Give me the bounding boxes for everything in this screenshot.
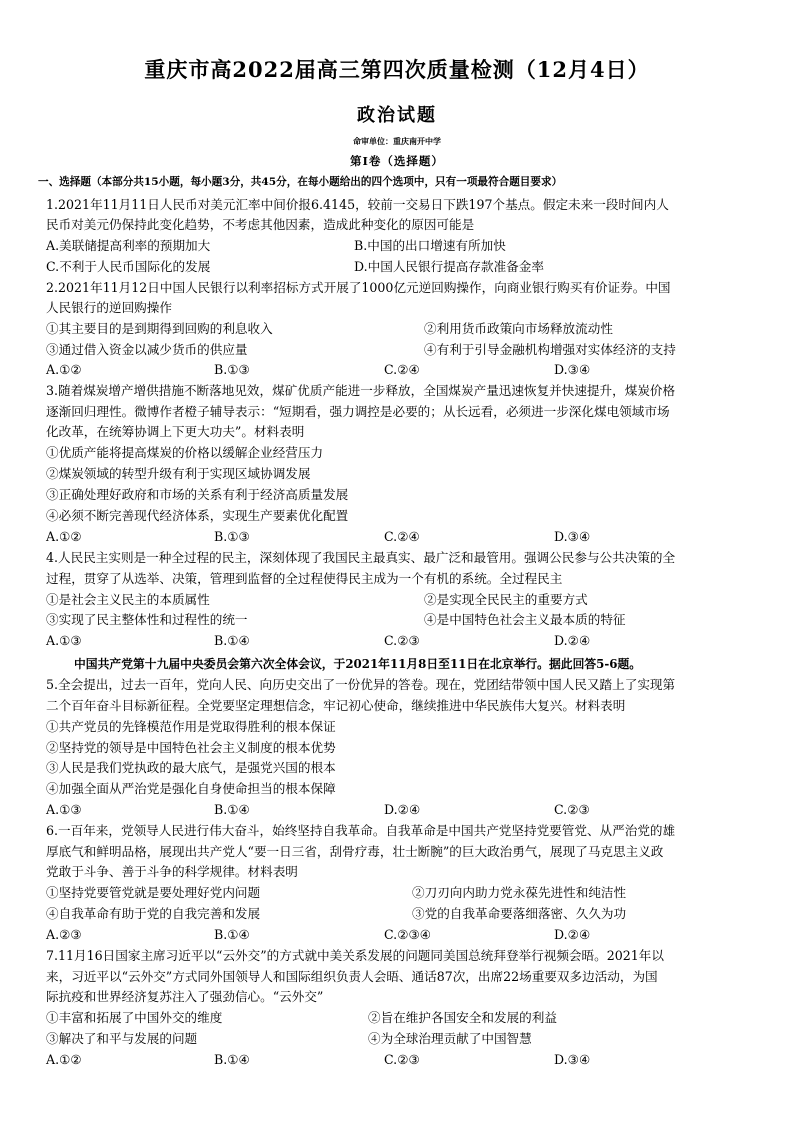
q6-option-d: D.②④ <box>554 927 591 942</box>
q6-option-b: B.①④ <box>214 927 250 942</box>
q5-option-d: C.②③ <box>554 802 590 817</box>
q4-stem-line2: 过程，贯穿了从选举、决策，管理到监督的全过程使得民主成为一个有机的系统。全过程民主 <box>46 571 563 586</box>
q6-item-3: ④自我革命有助于党的自我完善和发展 <box>46 906 261 921</box>
q3-stem-line1: 3.随着煤炭增产增供措施不断落地见效，煤矿优质产能进一步释放，全国煤炭产量迅速恢复并快速提升，煤炭价格 <box>46 383 676 398</box>
q7-option-b: B.①④ <box>214 1052 250 1067</box>
q5-item-2: ②坚持党的领导是中国特色社会主义制度的根本优势 <box>46 740 336 755</box>
q1-option-d: D.中国人民银行提高存款准备金率 <box>354 259 544 274</box>
q7-item-1: ①丰富和拓展了中国外交的维度 <box>46 1010 223 1025</box>
q2-option-c: C.②④ <box>384 362 420 377</box>
q6-item-4: ③党的自我革命要落细落密、久久为功 <box>412 906 627 921</box>
q4-item-4: ④是中国特色社会主义最本质的特征 <box>424 612 626 627</box>
q2-item-3: ③通过借入资金以减少货币的供应量 <box>46 342 248 357</box>
q1-option-b: B.中国的出口增速有所加快 <box>354 238 506 253</box>
author-unit: 命审单位：重庆南开中学 <box>353 136 441 146</box>
q6-item-1: ①坚持党要管党就是要处理好党内问题 <box>46 885 261 900</box>
q6-option-a: A.②③ <box>46 927 82 942</box>
q2-item-1: ①其主要目的是到期得到回购的利息收入 <box>46 321 273 336</box>
q7-stem-line2: 来，习近平以“云外交”方式同外国领导人和国际组织负责人会晤、通话87次，出席22场重要双多边活动，为国 <box>46 969 658 984</box>
q6-stem-line2: 厚底气和鲜明品格，展现出共产党人“要一日三省，刮骨疗毒，壮士断腕”的巨大政治勇气，展现了马克思主义政 <box>46 844 664 859</box>
exam-title: 重庆市高2022届高三第四次质量检测（12月4日） <box>144 57 650 82</box>
q3-stem-line2: 逐渐回归理性。微博作者橙子辅导表示：“短期看，强力调控是必要的；从长远看，必须进一步深化煤电领域市场 <box>46 404 670 419</box>
q6-item-2: ②刀刃向内助力党永葆先进性和纯洁性 <box>412 885 627 900</box>
q3-item-2: ②煤炭领域的转型升级有利于实现区域协调发展 <box>46 466 311 481</box>
q1-stem-line1: 1.2021年11月11日人民币对美元汇率中间价报6.4145，较前一交易日下跌197个基点。假定未来一段时间内人 <box>46 197 669 212</box>
q3-item-3: ③正确处理好政府和市场的关系有利于经济高质量发展 <box>46 487 349 502</box>
q2-item-4: ④有利于引导金融机构增强对实体经济的支持 <box>424 342 676 357</box>
q4-stem-line1: 4.人民民主实则是一种全过程的民主，深刻体现了我国民主最真实、最广泛和最管用。强调公民参与公共决策的全 <box>46 550 676 565</box>
q7-option-c: C.②③ <box>384 1052 420 1067</box>
q3-option-d: D.③④ <box>554 529 591 544</box>
q5-item-4: ④加强全面从严治党是强化自身使命担当的根本保障 <box>46 781 336 796</box>
q7-stem-line3: 际抗疫和世界经济复苏注入了强劲信心。“云外交” <box>46 989 324 1004</box>
q3-option-a: A.①② <box>46 529 82 544</box>
section-instructions: 一、选择题（本部分共15小题，每小题3分，共45分，在每小题给出的四个选项中，只有一项最符合题目要求） <box>38 176 563 188</box>
q7-option-a: A.①② <box>46 1052 82 1067</box>
q1-option-a: A.美联储提高利率的预期加大 <box>46 238 211 253</box>
q5-option-a: A.①③ <box>46 802 82 817</box>
q6-option-c: C.②③④ <box>384 927 432 942</box>
q2-item-2: ②利用货币政策向市场释放流动性 <box>424 321 613 336</box>
q4-item-2: ②是实现全民民主的重要方式 <box>424 592 588 607</box>
q6-stem-line1: 6.一百年来，党领导人民进行伟大奋斗，始终坚持自我革命。自我革命是中国共产党坚持党要管党、从严治党的雄 <box>46 823 676 838</box>
exam-subtitle: 政治试题 <box>357 105 437 126</box>
q2-option-a: A.①② <box>46 362 82 377</box>
q4-option-b: B.①④ <box>214 633 250 648</box>
q4-item-1: ①是社会主义民主的本质属性 <box>46 592 210 607</box>
q5-item-1: ①共产党员的先锋模范作用是党取得胜利的根本保证 <box>46 719 336 734</box>
q3-stem-line3: 化改革，在统筹协调上下更大功夫”。材料表明 <box>46 424 305 439</box>
q4-option-c: C.②③ <box>384 633 420 648</box>
q7-stem-line1: 7.11月16日国家主席习近平以“云外交”的方式就中美关系发展的问题同美国总统拜登举行视频会晤。2021年以 <box>46 948 664 963</box>
q5-option-c: D.②④ <box>384 802 421 817</box>
q3-option-b: B.①③ <box>214 529 250 544</box>
q7-item-4: ④为全球治理贡献了中国智慧 <box>368 1031 532 1046</box>
q3-item-1: ①优质产能将提高煤炭的价格以缓解企业经营压力 <box>46 445 324 460</box>
q2-stem-line1: 2.2021年11月12日中国人民银行以利率招标方式开展了1000亿元逆回购操作，向商业银行购买有价证券。中国 <box>46 280 671 295</box>
q1-stem-line2: 民币对美元仍保持此变化趋势，不考虑其他因素，造成此种变化的原因可能是 <box>46 217 475 232</box>
volume-heading: 第Ⅰ卷（选择题） <box>350 154 444 168</box>
q3-item-4: ④必须不断完善现代经济体系，实现生产要素优化配置 <box>46 508 349 523</box>
q1-option-c: C.不利于人民币国际化的发展 <box>46 259 211 274</box>
q7-item-3: ③解决了和平与发展的问题 <box>46 1031 198 1046</box>
q5-stem-line2: 二个百年奋斗目标新征程。全党要坚定理想信念，牢记初心使命，继续推进中华民族伟大复兴。材料表明 <box>46 698 626 713</box>
q7-option-d: D.③④ <box>554 1052 591 1067</box>
q2-option-d: D.③④ <box>554 362 591 377</box>
q5-stem-line1: 5.全会提出，过去一百年，党向人民、向历史交出了一份优异的答卷。现在，党团结带领中国人民又踏上了实现第 <box>46 677 676 692</box>
q3-option-c: C.②④ <box>384 529 420 544</box>
q4-item-3: ③实现了民主整体性和过程性的统一 <box>46 612 248 627</box>
q5-option-b: B.①④ <box>214 802 250 817</box>
q2-option-b: B.①③ <box>214 362 250 377</box>
q7-item-2: ②旨在维护各国安全和发展的利益 <box>368 1010 557 1025</box>
q2-stem-line2: 人民银行的逆回购操作 <box>46 300 172 315</box>
shared-material-note: 中国共产党第十九届中央委员会第六次全体会议，于2021年11月8日至11日在北京举行。据此回答5-6题。 <box>74 657 642 671</box>
q6-stem-line3: 党敢于斗争、善于斗争的科学规律。材料表明 <box>46 864 298 879</box>
q4-option-a: A.①③ <box>46 633 82 648</box>
q4-option-d: D.②④ <box>554 633 591 648</box>
q5-item-3: ③人民是我们党执政的最大底气，是强党兴国的根本 <box>46 760 336 775</box>
